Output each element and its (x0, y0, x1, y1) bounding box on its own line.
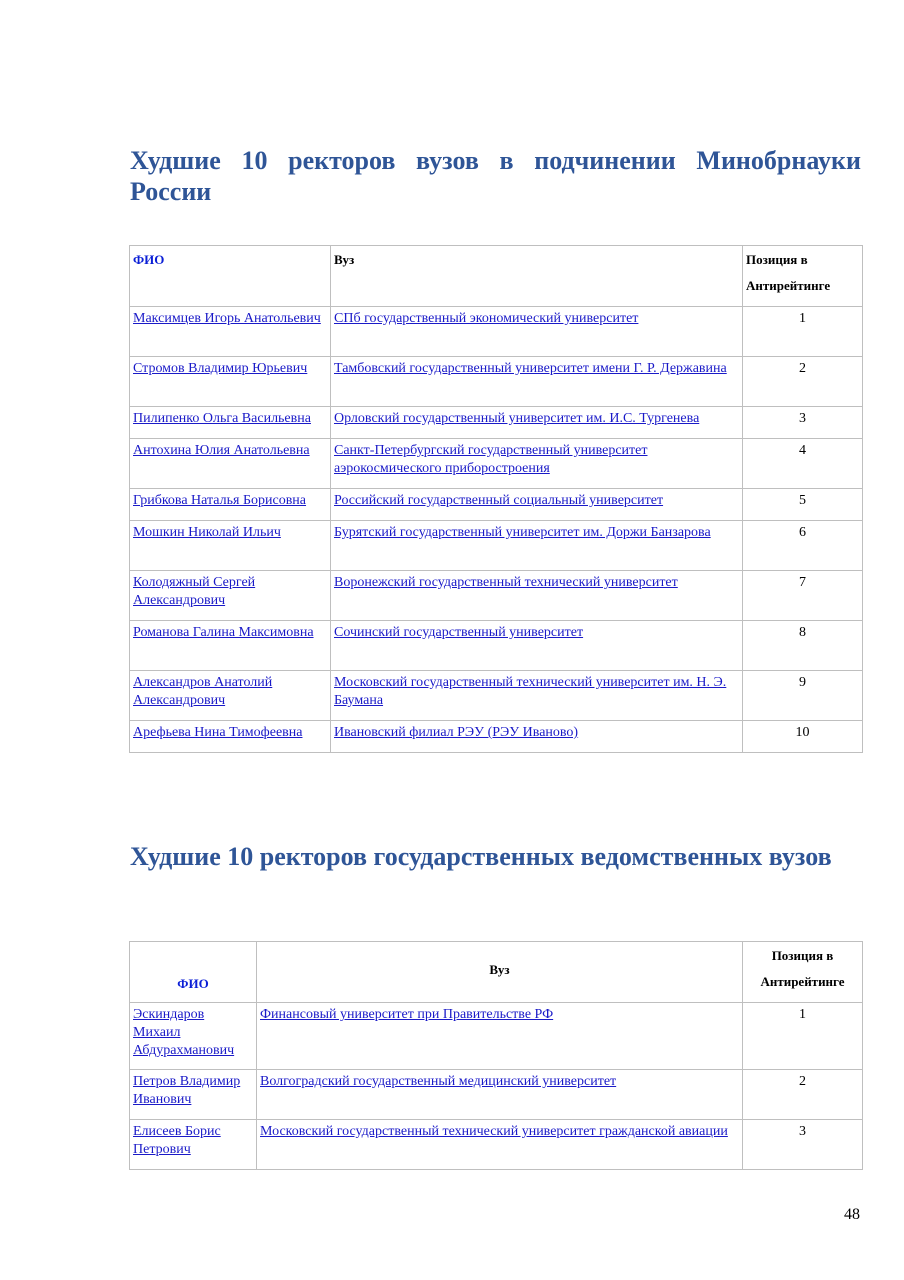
table-row (130, 1003, 863, 1070)
cell-position: 9 (743, 671, 863, 721)
table-top10-vedomstvennye (129, 941, 863, 1170)
header-position: Позиция в Антирейтинге (743, 246, 863, 307)
table-top10-minobrnauki (129, 245, 863, 753)
cell-position: 3 (743, 407, 863, 439)
cell-univ (331, 521, 743, 571)
cell-fio (130, 621, 331, 671)
cell-fio (130, 439, 331, 489)
header-fio: ФИО (130, 246, 331, 307)
rector-name-link[interactable]: Грибкова Наталья Борисовна (133, 493, 307, 508)
university-link[interactable]: Волгоградский государственный медицинский университет (260, 1074, 617, 1089)
table-row (130, 357, 863, 407)
header-univ: Вуз (257, 942, 743, 1003)
header-fio: ФИО (130, 942, 257, 1003)
cell-position: 7 (743, 571, 863, 621)
cell-fio (130, 521, 331, 571)
rector-name-link[interactable]: Александров Анатолий Александрович (133, 675, 273, 708)
rector-name-link[interactable]: Антохина Юлия Анатольевна (133, 443, 310, 458)
cell-fio (130, 307, 331, 357)
rector-name-link[interactable]: Пилипенко Ольга Васильевна (133, 411, 311, 426)
table-header-row (130, 942, 863, 1003)
rector-name-link[interactable]: Петров Владимир Иванович (133, 1074, 241, 1107)
rector-name-link[interactable]: Романова Галина Максимовна (133, 625, 314, 640)
table-row (130, 1120, 863, 1170)
cell-univ (331, 571, 743, 621)
table-row (130, 671, 863, 721)
university-link[interactable]: Бурятский государственный университет им. Доржи Банзарова (334, 525, 711, 540)
cell-position: 10 (743, 721, 863, 753)
table-row (130, 407, 863, 439)
cell-univ (257, 1003, 743, 1070)
cell-fio (130, 407, 331, 439)
university-link[interactable]: Ивановский филиал РЭУ (РЭУ Иваново) (334, 725, 579, 740)
cell-univ (257, 1120, 743, 1170)
cell-fio (130, 357, 331, 407)
university-link[interactable]: Московский государственный технический университет им. Н. Э. Баумана (334, 675, 727, 708)
rector-name-link[interactable]: Колодяжный Сергей Александрович (133, 575, 256, 608)
cell-univ (331, 721, 743, 753)
cell-position: 4 (743, 439, 863, 489)
header-position: Позиция в Антирейтинге (743, 942, 863, 1003)
cell-position: 2 (743, 357, 863, 407)
rector-name-link[interactable]: Арефьева Нина Тимофеевна (133, 725, 303, 740)
cell-univ (331, 439, 743, 489)
cell-fio (130, 1120, 257, 1170)
cell-univ (331, 621, 743, 671)
section1-title: Худшие 10 ректоров вузов в подчинении Минобрнауки России (130, 146, 861, 206)
university-link[interactable]: Санкт-Петербургский государственный университет аэрокосмического приборостроения (334, 443, 648, 476)
university-link[interactable]: Орловский государственный университет им. И.С. Тургенева (334, 411, 700, 426)
university-link[interactable]: Российский государственный социальный университет (334, 493, 664, 508)
table-row (130, 521, 863, 571)
cell-univ (257, 1070, 743, 1120)
section2-title: Худшие 10 ректоров государственных ведомственных вузов (130, 842, 832, 871)
cell-univ (331, 671, 743, 721)
cell-position: 1 (743, 1003, 863, 1070)
university-link[interactable]: Финансовый университет при Правительстве РФ (260, 1007, 554, 1022)
cell-position: 2 (743, 1070, 863, 1120)
header-univ: Вуз (331, 246, 743, 307)
page-number: 48 (844, 1206, 860, 1223)
cell-fio (130, 1070, 257, 1120)
table-row (130, 571, 863, 621)
cell-position: 8 (743, 621, 863, 671)
rector-name-link[interactable]: Эскиндаров Михаил Абдурахманович (133, 1007, 235, 1058)
cell-fio (130, 1003, 257, 1070)
cell-univ (331, 489, 743, 521)
cell-fio (130, 721, 331, 753)
cell-position: 1 (743, 307, 863, 357)
cell-position: 3 (743, 1120, 863, 1170)
table-row (130, 621, 863, 671)
cell-univ (331, 357, 743, 407)
university-link[interactable]: Московский государственный технический университет гражданской авиации (260, 1124, 728, 1139)
university-link[interactable]: СПб государственный экономический университет (334, 311, 639, 326)
table-row (130, 1070, 863, 1120)
rector-name-link[interactable]: Максимцев Игорь Анатольевич (133, 311, 321, 326)
rector-name-link[interactable]: Елисеев Борис Петрович (133, 1124, 221, 1157)
table-row (130, 439, 863, 489)
cell-fio (130, 489, 331, 521)
university-link[interactable]: Сочинский государственный университет (334, 625, 584, 640)
table-row (130, 489, 863, 521)
cell-fio (130, 671, 331, 721)
university-link[interactable]: Тамбовский государственный университет имени Г. Р. Державина (334, 361, 727, 376)
rector-name-link[interactable]: Стромов Владимир Юрьевич (133, 361, 308, 376)
cell-univ (331, 307, 743, 357)
university-link[interactable]: Воронежский государственный технический университет (334, 575, 678, 590)
cell-univ (331, 407, 743, 439)
rector-name-link[interactable]: Мошкин Николай Ильич (133, 525, 281, 540)
cell-position: 6 (743, 521, 863, 571)
table-row (130, 721, 863, 753)
cell-position: 5 (743, 489, 863, 521)
table-header-row (130, 246, 863, 307)
table-row (130, 307, 863, 357)
cell-fio (130, 571, 331, 621)
